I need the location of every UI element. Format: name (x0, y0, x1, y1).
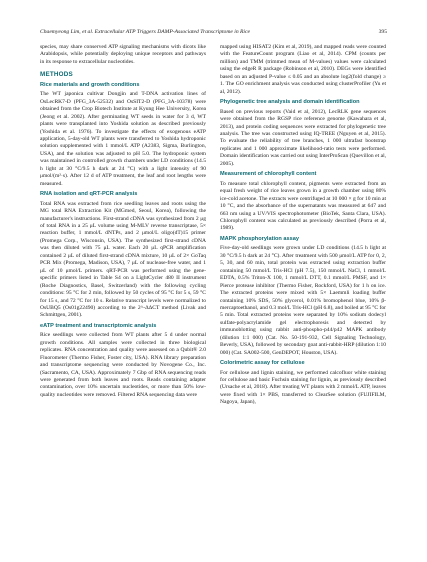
right-column (220, 44, 386, 410)
intro-paragraph: species, may share conserved ATP signaling mechanisms with dicots like Arabidopsis, while potentially deploying unique receptors and pathways in its response to extracellular nucleotides. (40, 44, 206, 65)
paragraph-chlorophyll: To measure total chlorophyll content, pigments were extracted from an equal fresh weight of rice leaves grown in a growth chamber using 80% ice-cold acetone. The extracts were centrifuged at 10 000 × g for 10 min at 10 °C, and the absorbance of the supernatants was measured at 647 and 663 nm using a UV/VIS spectrophotometer (BioTek, Santa Clara, USA). Chlorophyll content was calculated as previously described (Porra et al, 1989). (220, 180, 386, 232)
paragraph-rna-isolation: Total RNA was extracted from rice seedling leaves and roots using the MG total RNA Extraction Kit (MGmed, Seoul, Korea), following the manufacturer's instructions. First-strand cDNA was synthesized from 2 μg of total RNA in a 25 μL volume using M-MLV reverse transcriptase, 5× reaction buffer, 1 mmol/L dNTPs, and 2 μmol/L oligo(dT)15 primer (Promega Corp., Wisconsin, USA). The synthesized first-strand cDNA was then diluted with 75 μL water. Each 20 μL qPCR amplification contained 2 μL of diluted first-strand cDNA mixture, 10 μL of 2× GoTaq PCR Mix (Promega, Madison, USA), 7 μL of nuclease-free water, and 1 μL of 10 μmol/L primers. qRT-PCR was performed using the gene-specific primers listed in Table S4 on a LightCycler 480 II instrument (Roche Diagnostics, Basel, Switzerland) with the following cycling conditions: 95 °C for 2 min, followed by 50 cycles of 95 °C for 5 s, 59 °C for 15 s, and 72 °C for 10 s. Relative transcript levels were normalized to OsUBQ5 (Os01g22490) according to the 2^-ΔΔCT method (Livak and Schmittgen, 2001). (40, 200, 206, 319)
paragraph-rice-materials: The WT japonica cultivar Dongjin and T-DNA activation lines of OsLecRK7-D (PFG_3A-52532) and OsSIT2-D (PFG_3A-10378) were obtained from the Crop Biotech Institute at Kyung Hee University, Korea (Jeong et al. 2002). After germinating WT seeds in water for 3 d, WT plants were transplanted into Yoshida solution as described previously (Yoshida et al. 1976). To investigate the effects of exogenous eATP application, 5-day-old WT plants were transferred to Yoshida hydroponic solution supplemented with 1 mmol/L ATP (A2383, Sigma, Burlington, USA), and the solution was adjusted to pH 5.0. The hydroponic system was maintained in controlled growth chambers under LD conditions (14.5 h light at 30 °C/9.5 h dark at 24 °C) with a light intensity of 90 μmol/(m²·s). After 12 d of ATP treatment, the leaf and root lengths were measured. (40, 91, 206, 187)
section-heading-cellulose: Colorimetric assay for cellulose (220, 360, 305, 367)
running-title: Chaemyeong Lim, et al. Extracellular ATP Triggers DAMP-Associated Transcriptome in Rice (40, 29, 250, 35)
paragraph-eatp-treatment: Rice seedlings were collected from WT plants after 5 d under normal growth conditions. All samples were collected in three biological replicates. RNA concentration and quality were assessed on a Qubit® 2.0 Fluorometer (Thermo Fisher, Foster city, USA). RNA library preparation and transcriptome sequencing were conducted by Novogene Co., Inc. (Sacramento, CA, USA). Approximately 7 Gbp of RNA sequencing reads were generated from both leaves and roots. Reads containing adapter contamination, over 10% uncertain nucleotides, or more than 50% low-quality nucleotides were removed. Filtered RNA sequencing data were (40, 332, 206, 398)
section-heading-chlorophyll: Measurement of chlorophyll content (220, 171, 317, 178)
paragraph-cellulose: For cellulose and lignin staining, we performed calcofluor white staining for cellulose and basic Fuchsin staining for lignin, as previously described (Ursache et al, 2018). After treating WT plants with 2 mmol/L ATP, leaves were fixed with 1× PBS, transferred to ClearSee solution (FUJIFILM, Nagoya, Japan), (220, 369, 386, 406)
paragraph-continued: mapped using HISAT2 (Kim et al, 2019), and mapped reads were counted with the FeatureCount program (Liao et al, 2014). CPM (counts per million) and TMM (trimmed mean of M-values) values were calculated using the edgeR R package (Robinson et al, 2010). DEGs were identified based on an adjusted P-value ≤ 0.05 and an absolute log2(fold change) ≥ 1. The GO enrichment analysis was conducted using clusterProfiler (Yu et al, 2012). (220, 44, 386, 95)
section-heading-rice-materials: Rice materials and growth conditions (40, 81, 140, 88)
section-heading-rna-isolation: RNA isolation and qRT-PCR analysis (40, 191, 138, 198)
methods-heading: METHODS (40, 71, 73, 79)
paragraph-phylogenetic: Based on previous reports (Vaid et al, 2012), LecRLK gene sequences were obtained from the RGSP rice reference genome (Kawahara et al, 2013), and protein coding sequences were extracted for phylogenetic tree analysis. The tree was constructed using IQ-TREE (Nguyen et al, 2015). To evaluate the reliability of tree branches, 1 000 ultrafast bootstrap replicates and 1 000 approximate likelihood-ratio tests were performed. Domain identification was carried out using InterProScan (Quevillon et al, 2005). (220, 108, 386, 167)
section-heading-mapk: MAPK phosphorylation assay (220, 235, 299, 242)
left-column (40, 44, 206, 402)
section-heading-phylogenetic: Phylogenetic tree analysis and domain identification (220, 99, 360, 106)
page-number: 395 (378, 29, 387, 35)
section-heading-eatp-treatment: eATP treatment and transcriptomic analysis (40, 322, 157, 329)
paragraph-mapk: Five-day-old seedlings were grown under LD conditions (14.5 h light at 30 °C/9.5 h dark at 24 °C). After treatment with 500 μmol/L ATP for 0, 2, 5, 30, and 60 min, total protein was extracted using extraction buffer containing 50 mmol/L Tris-HCl (pH 7.5), 150 mmol/L NaCl, 1 mmol/L EDTA, 0.5% Triton-X 100, 1 mmol/L DTT, 0.1 mmol/L PMSF, and 1× Pierce protease inhibitor (Thermo Fisher, Rockford, USA) for 1 h on ice. The extracted proteins were mixed with 5× Laemmli loading buffer containing 10% SDS, 50% glycerol, 0.01% bromophenol blue, 10% β-mercaptoethanol, and 0.3 mol/L Tris-HCl (pH 6.8), and boiled at 95 °C for 5 min. Total extracted proteins were separated by 10% sodium dodecyl sulfate-polyacrylamide gel electrophoresis and detected by immunoblotting using rabbit anti-phospho-p44/p42 MAPK antibody (dilution 1:1 000) (Cat. No. 50-191-932, Cell Signaling Technology, Beverly, USA), followed by secondary goat anti-rabbit-HRP (dilution 1:10 000) (Cat. SA002-500, GenDEPOT, Houston, USA). (220, 245, 386, 356)
running-header (40, 29, 387, 35)
